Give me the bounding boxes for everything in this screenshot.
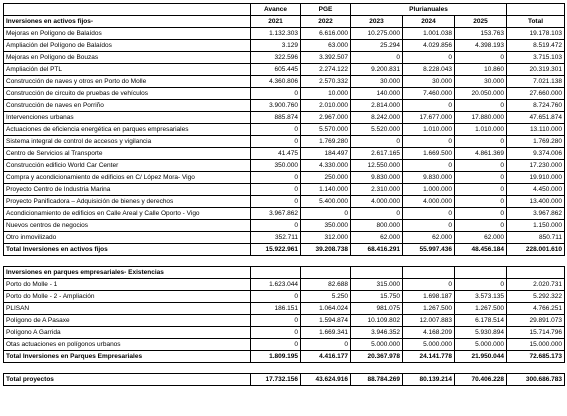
- row-value: 63.000: [301, 40, 351, 52]
- row-value: 20.050.000: [455, 88, 507, 100]
- row-value: 1.064.024: [301, 303, 351, 315]
- row-value: 9.830.000: [351, 172, 403, 184]
- row-value: 0: [251, 172, 301, 184]
- row-value: 0: [455, 136, 507, 148]
- year-2022: 2022: [301, 16, 351, 28]
- table-row: [4, 28, 565, 40]
- row-label: Porto do Molle - 2 - Ampliación: [4, 291, 251, 303]
- row-value: 0: [455, 100, 507, 112]
- row-value: 9.830.000: [403, 172, 455, 184]
- table-row: [4, 327, 565, 339]
- row-value: 352.711: [251, 232, 301, 244]
- row-value: 0: [403, 136, 455, 148]
- section2-total-row: [4, 351, 565, 363]
- blank-cell: [251, 363, 301, 374]
- blank-cell: [301, 256, 351, 267]
- year-2021: 2021: [251, 16, 301, 28]
- year-2024: 2024: [403, 16, 455, 28]
- row-value: 0: [455, 172, 507, 184]
- row-value: 850.711: [507, 232, 565, 244]
- row-value: 322.596: [251, 52, 301, 64]
- row-label: Mejoras en Polígono de Bouzas: [4, 52, 251, 64]
- blank-cell: [403, 363, 455, 374]
- table-row: [4, 303, 565, 315]
- row-value: 9.374.006: [507, 148, 565, 160]
- row-value: 0: [251, 315, 301, 327]
- header-pge: PGE: [301, 4, 351, 16]
- row-value: 312.000: [301, 232, 351, 244]
- blank-cell: [251, 256, 301, 267]
- row-label: Sistema integral de control de accesos y vigilancia: [4, 136, 251, 148]
- row-value: 0: [351, 136, 403, 148]
- row-value: 0: [403, 100, 455, 112]
- row-value: 6.178.514: [455, 315, 507, 327]
- table-row: [4, 136, 565, 148]
- row-value: 3.129: [251, 40, 301, 52]
- row-value: 2.814.000: [351, 100, 403, 112]
- header-total: Total: [507, 16, 565, 28]
- row-value: 140.000: [351, 88, 403, 100]
- table-row: [4, 64, 565, 76]
- row-label: Nuevos centros de negocios: [4, 220, 251, 232]
- row-value: 55.997.436: [403, 244, 455, 256]
- row-value: 15.000.000: [507, 339, 565, 351]
- table-row: [4, 208, 565, 220]
- row-value: 62.000: [403, 232, 455, 244]
- header-row-years: [4, 16, 565, 28]
- year-2025: 2025: [455, 16, 507, 28]
- row-label: Centro de Servicios al Transporte: [4, 148, 251, 160]
- row-value: 981.075: [351, 303, 403, 315]
- row-value: 10.860: [455, 64, 507, 76]
- row-value: 0: [403, 208, 455, 220]
- blank-cell: [403, 256, 455, 267]
- row-value: 605.445: [251, 64, 301, 76]
- blank-cell: [301, 267, 351, 279]
- row-value: 10.275.000: [351, 28, 403, 40]
- row-value: 0: [251, 327, 301, 339]
- row-value: 20.367.978: [351, 351, 403, 363]
- blank-cell: [251, 267, 301, 279]
- row-value: 80.139.214: [403, 374, 455, 386]
- row-value: 13.400.000: [507, 196, 565, 208]
- row-value: 0: [403, 220, 455, 232]
- row-value: 1.150.000: [507, 220, 565, 232]
- row-value: 0: [251, 136, 301, 148]
- section1-title: Inversiones en activos fijos-: [4, 16, 251, 28]
- row-value: 15.922.961: [251, 244, 301, 256]
- blank-cell: [507, 363, 565, 374]
- table-row: [4, 160, 565, 172]
- blank-cell: [507, 267, 565, 279]
- row-value: 1.140.000: [301, 184, 351, 196]
- row-value: 7.460.000: [403, 88, 455, 100]
- table-row: [4, 172, 565, 184]
- row-value: 24.141.778: [403, 351, 455, 363]
- row-label: Actuaciones de eficiencia energética en parques empresariales: [4, 124, 251, 136]
- row-value: 4.861.369: [455, 148, 507, 160]
- row-value: 30.000: [403, 76, 455, 88]
- table-row: [4, 196, 565, 208]
- row-value: 48.456.184: [455, 244, 507, 256]
- section1-total-row: [4, 244, 565, 256]
- blank-cell: [455, 256, 507, 267]
- row-value: 3.392.507: [301, 52, 351, 64]
- row-label: Porto do Molle - 1: [4, 279, 251, 291]
- row-label: Proyecto Panificadora – Adquisición de bienes y derechos: [4, 196, 251, 208]
- row-value: 62.000: [351, 232, 403, 244]
- row-value: 5.000.000: [351, 339, 403, 351]
- table-row: [4, 184, 565, 196]
- header-blank-cell: [4, 4, 251, 16]
- row-value: 1.267.500: [455, 303, 507, 315]
- table-row: [4, 339, 565, 351]
- row-value: 885.874: [251, 112, 301, 124]
- row-value: 1.769.280: [507, 136, 565, 148]
- row-value: 3.967.862: [251, 208, 301, 220]
- row-value: 8.519.472: [507, 40, 565, 52]
- row-value: 0: [251, 339, 301, 351]
- row-value: 1.698.187: [403, 291, 455, 303]
- row-value: 228.001.610: [507, 244, 565, 256]
- row-value: 10.000: [301, 88, 351, 100]
- row-label: Compra y acondicionamiento de edificios en C/ López Mora- Vigo: [4, 172, 251, 184]
- table-row: [4, 88, 565, 100]
- row-value: 17.230.000: [507, 160, 565, 172]
- row-value: 1.594.874: [301, 315, 351, 327]
- row-value: 0: [455, 160, 507, 172]
- row-value: 5.250: [301, 291, 351, 303]
- row-value: 0: [251, 220, 301, 232]
- row-value: 19.910.000: [507, 172, 565, 184]
- row-label: Construcción de circuito de pruebas de vehículos: [4, 88, 251, 100]
- row-value: 4.766.251: [507, 303, 565, 315]
- blank-cell: [507, 256, 565, 267]
- row-label: Polígono de A Pasaxe: [4, 315, 251, 327]
- row-value: 1.010.000: [455, 124, 507, 136]
- row-value: 0: [455, 279, 507, 291]
- row-value: 41.475: [251, 148, 301, 160]
- row-value: 250.000: [301, 172, 351, 184]
- row-value: 3.573.135: [455, 291, 507, 303]
- row-value: 0: [251, 184, 301, 196]
- row-value: 5.000.000: [403, 339, 455, 351]
- row-value: 17.880.000: [455, 112, 507, 124]
- blank-cell: [351, 267, 403, 279]
- row-value: 0: [251, 196, 301, 208]
- row-value: 17.677.000: [403, 112, 455, 124]
- row-value: 0: [351, 52, 403, 64]
- blank-cell: [403, 267, 455, 279]
- row-value: 30.000: [455, 76, 507, 88]
- row-label: PLISAN: [4, 303, 251, 315]
- row-value: 0: [351, 208, 403, 220]
- row-value: 0: [403, 52, 455, 64]
- row-value: 0: [455, 196, 507, 208]
- blank-cell: [4, 363, 251, 374]
- table-row: [4, 112, 565, 124]
- row-label: Proyecto Centro de Industria Marina: [4, 184, 251, 196]
- row-value: 21.950.044: [455, 351, 507, 363]
- row-value: 9.200.831: [351, 64, 403, 76]
- investment-table: [3, 3, 565, 386]
- header-blank-total: [507, 4, 565, 16]
- gap-row: [4, 256, 565, 267]
- row-value: 2.020.731: [507, 279, 565, 291]
- row-value: 1.000.000: [403, 184, 455, 196]
- row-value: 5.292.322: [507, 291, 565, 303]
- row-value: 70.406.228: [455, 374, 507, 386]
- row-label: Ampliación del PTL: [4, 64, 251, 76]
- row-value: 12.550.000: [351, 160, 403, 172]
- row-value: 3.900.760: [251, 100, 301, 112]
- row-value: 350.000: [251, 160, 301, 172]
- row-value: 88.784.269: [351, 374, 403, 386]
- row-value: 0: [301, 339, 351, 351]
- row-value: 30.000: [351, 76, 403, 88]
- row-value: 2.617.165: [351, 148, 403, 160]
- row-value: 12.007.883: [403, 315, 455, 327]
- row-value: 25.294: [351, 40, 403, 52]
- row-value: 184.497: [301, 148, 351, 160]
- row-value: 1.132.303: [251, 28, 301, 40]
- blank-cell: [351, 256, 403, 267]
- row-value: 39.208.738: [301, 244, 351, 256]
- row-value: 4.168.209: [403, 327, 455, 339]
- row-label: Construcción de naves y otros en Porto do Molle: [4, 76, 251, 88]
- row-value: 1.669.500: [403, 148, 455, 160]
- row-value: 29.891.073: [507, 315, 565, 327]
- row-value: 20.319.301: [507, 64, 565, 76]
- table-row: [4, 220, 565, 232]
- row-value: 186.151: [251, 303, 301, 315]
- row-label: Total Inversiones en activos fijos: [4, 244, 251, 256]
- row-value: 4.398.193: [455, 40, 507, 52]
- table-row: [4, 148, 565, 160]
- table-row: [4, 40, 565, 52]
- row-value: 8.724.760: [507, 100, 565, 112]
- row-value: 5.400.000: [301, 196, 351, 208]
- row-label: Total proyectos: [4, 374, 251, 386]
- row-value: 5.000.000: [455, 339, 507, 351]
- row-label: Acondicionamiento de edificios en Calle Areal y Calle Oporto - Vigo: [4, 208, 251, 220]
- blank-cell: [301, 363, 351, 374]
- row-value: 15.750: [351, 291, 403, 303]
- row-value: 43.624.916: [301, 374, 351, 386]
- row-label: Construcción de naves en Porriño: [4, 100, 251, 112]
- table-row: [4, 76, 565, 88]
- row-label: Otas actuaciones en polígonos urbanos: [4, 339, 251, 351]
- table-row: [4, 232, 565, 244]
- row-value: 4.450.000: [507, 184, 565, 196]
- table-row: [4, 279, 565, 291]
- row-value: 0: [455, 184, 507, 196]
- row-value: 2.274.122: [301, 64, 351, 76]
- row-value: 4.330.000: [301, 160, 351, 172]
- row-value: 15.714.796: [507, 327, 565, 339]
- row-value: 0: [403, 160, 455, 172]
- table-row: [4, 52, 565, 64]
- row-value: 1.267.500: [403, 303, 455, 315]
- row-value: 1.809.195: [251, 351, 301, 363]
- row-value: 2.570.332: [301, 76, 351, 88]
- table-row: [4, 100, 565, 112]
- row-value: 3.715.103: [507, 52, 565, 64]
- row-value: 4.029.856: [403, 40, 455, 52]
- row-value: 2.310.000: [351, 184, 403, 196]
- row-value: 0: [251, 291, 301, 303]
- row-value: 4.000.000: [403, 196, 455, 208]
- row-value: 68.416.291: [351, 244, 403, 256]
- gap-row: [4, 363, 565, 374]
- row-value: 315.000: [351, 279, 403, 291]
- blank-cell: [455, 267, 507, 279]
- row-value: 0: [455, 52, 507, 64]
- row-value: 3.967.862: [507, 208, 565, 220]
- row-value: 2.967.000: [301, 112, 351, 124]
- section-title: Inversiones en parques empresariales- Existencias: [4, 267, 251, 279]
- row-value: 0: [455, 208, 507, 220]
- section2-title-row: [4, 267, 565, 279]
- row-value: 1.001.038: [403, 28, 455, 40]
- blank-cell: [455, 363, 507, 374]
- row-value: 4.360.806: [251, 76, 301, 88]
- grand-total-row: [4, 374, 565, 386]
- row-value: 5.570.000: [301, 124, 351, 136]
- header-row-top: [4, 4, 565, 16]
- row-value: 5.930.894: [455, 327, 507, 339]
- row-value: 1.010.000: [403, 124, 455, 136]
- row-value: 300.686.783: [507, 374, 565, 386]
- row-label: Total Inversiones en Parques Empresariales: [4, 351, 251, 363]
- blank-cell: [4, 256, 251, 267]
- table-row: [4, 315, 565, 327]
- row-value: 4.000.000: [351, 196, 403, 208]
- row-value: 153.763: [455, 28, 507, 40]
- row-value: 13.110.000: [507, 124, 565, 136]
- row-value: 8.228.043: [403, 64, 455, 76]
- row-value: 8.242.000: [351, 112, 403, 124]
- row-label: Construcción edificio World Car Center: [4, 160, 251, 172]
- blank-cell: [351, 363, 403, 374]
- row-label: Intervenciones urbanas: [4, 112, 251, 124]
- row-value: 0: [251, 88, 301, 100]
- row-value: 0: [301, 208, 351, 220]
- row-value: 62.000: [455, 232, 507, 244]
- row-value: 27.660.000: [507, 88, 565, 100]
- row-value: 19.178.103: [507, 28, 565, 40]
- header-plurianuales: Plurianuales: [351, 4, 507, 16]
- row-value: 4.416.177: [301, 351, 351, 363]
- table-row: [4, 291, 565, 303]
- row-value: 3.946.352: [351, 327, 403, 339]
- row-value: 10.109.802: [351, 315, 403, 327]
- row-value: 350.000: [301, 220, 351, 232]
- row-value: 17.732.156: [251, 374, 301, 386]
- row-value: 1.769.280: [301, 136, 351, 148]
- row-value: 0: [403, 279, 455, 291]
- row-value: 7.021.138: [507, 76, 565, 88]
- row-value: 0: [455, 220, 507, 232]
- row-label: Ampliación del Polígono de Balaídos: [4, 40, 251, 52]
- row-value: 6.616.000: [301, 28, 351, 40]
- row-value: 47.651.874: [507, 112, 565, 124]
- row-label: Mejoras en Polígono de Balaídos: [4, 28, 251, 40]
- row-value: 72.685.173: [507, 351, 565, 363]
- row-value: 2.010.000: [301, 100, 351, 112]
- row-value: 5.520.000: [351, 124, 403, 136]
- year-2023: 2023: [351, 16, 403, 28]
- row-value: 0: [251, 124, 301, 136]
- row-value: 1.623.044: [251, 279, 301, 291]
- row-value: 82.688: [301, 279, 351, 291]
- row-label: Polígono A Garrida: [4, 327, 251, 339]
- row-label: Otro inmovilizado: [4, 232, 251, 244]
- row-value: 1.669.341: [301, 327, 351, 339]
- row-value: 800.000: [351, 220, 403, 232]
- table-row: [4, 124, 565, 136]
- header-avance: Avance: [251, 4, 301, 16]
